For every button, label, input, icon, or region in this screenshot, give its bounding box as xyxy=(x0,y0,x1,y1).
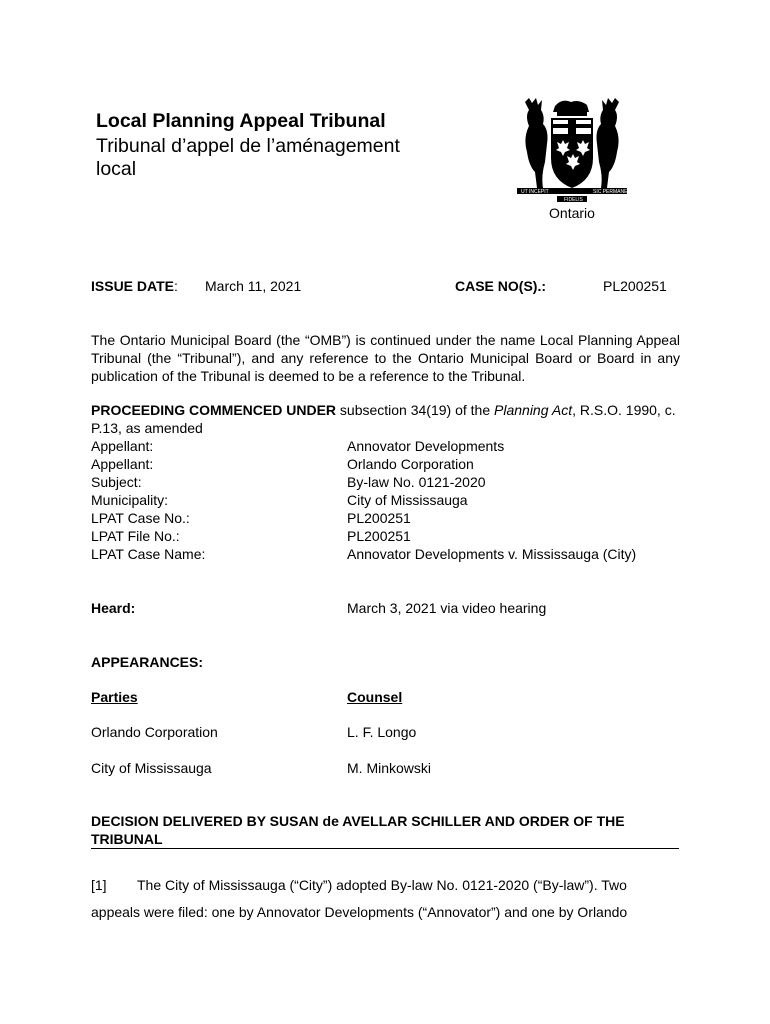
party-name: City of Mississauga xyxy=(91,760,212,776)
lpat-case-no-value: PL200251 xyxy=(347,510,411,526)
parties-header: Parties xyxy=(91,689,138,705)
continuation-notice: The Ontario Municipal Board (the “OMB”) is continued under the name Local Planning Appeal Tribunal (the “Tribunal”), and any reference to the Ontario Municipal Board or Board in any publication of the Tribunal is deemed to be a reference to the Tribunal. xyxy=(91,332,680,384)
municipality-label: Municipality: xyxy=(91,492,169,508)
act-name: Planning Act xyxy=(494,402,573,418)
issue-date-label: ISSUE DATE: xyxy=(91,278,178,294)
coat-of-arms-icon xyxy=(507,96,637,226)
heard-value: March 3, 2021 via video hearing xyxy=(347,600,547,616)
paragraph-line: [1] The City of Mississauga (“City”) adopted By-law No. 0121-2020 (“By-law”). Two xyxy=(91,872,680,899)
subject-label: Subject: xyxy=(91,474,142,490)
party-name: Orlando Corporation xyxy=(91,724,218,740)
heading-divider xyxy=(91,848,679,849)
proceeding-statement: PROCEEDING COMMENCED UNDER subsection 34(19) of the Planning Act, R.S.O. 1990, c. P.13, as amended xyxy=(91,402,676,436)
case-number-value: PL200251 xyxy=(603,278,667,294)
ontario-coat-of-arms-logo xyxy=(507,96,637,226)
appellant-value: Annovator Developments xyxy=(347,438,505,454)
subject-value: By-law No. 0121-2020 xyxy=(347,474,486,490)
counsel-name: L. F. Longo xyxy=(347,724,417,740)
lpat-file-no-label: LPAT File No.: xyxy=(91,528,180,544)
appearances-title: APPEARANCES: xyxy=(91,654,204,670)
municipality-value: City of Mississauga xyxy=(347,492,468,508)
ontario-wordmark: Ontario xyxy=(549,205,595,221)
tribunal-name-french: Tribunal d’appel de l’aménagement local xyxy=(96,135,400,180)
case-number-label: CASE NO(S).: xyxy=(455,278,546,294)
issue-date-value: March 11, 2021 xyxy=(205,278,302,294)
counsel-header: Counsel xyxy=(347,689,403,705)
lpat-case-no-label: LPAT Case No.: xyxy=(91,510,190,526)
appellant-value: Orlando Corporation xyxy=(347,456,474,472)
tribunal-name-english: Local Planning Appeal Tribunal xyxy=(96,110,386,132)
appellant-label: Appellant: xyxy=(91,438,154,454)
paragraph-number: [1] xyxy=(91,877,107,893)
decision-heading: DECISION DELIVERED BY SUSAN de AVELLAR SCHILLER AND ORDER OF THE TRIBUNAL xyxy=(91,813,625,847)
decision-paragraph-1 xyxy=(91,872,680,926)
crest-motto-center: FIDELIS xyxy=(564,197,583,203)
paragraph-line: appeals were filed: one by Annovator Developments (“Annovator”) and one by Orlando xyxy=(91,904,628,920)
appellant-label: Appellant: xyxy=(91,456,154,472)
counsel-name: M. Minkowski xyxy=(347,760,432,776)
lpat-case-name-label: LPAT Case Name: xyxy=(91,546,206,562)
proceeding-label: PROCEEDING COMMENCED UNDER xyxy=(91,402,337,418)
lpat-file-no-value: PL200251 xyxy=(347,528,411,544)
heard-label: Heard: xyxy=(91,600,136,616)
lpat-case-name-value: Annovator Developments v. Mississauga (City) xyxy=(347,546,637,562)
crest-motto-left: UT INCEPIT xyxy=(521,189,549,195)
crest-motto-right: SIC PERMANET xyxy=(593,189,631,195)
